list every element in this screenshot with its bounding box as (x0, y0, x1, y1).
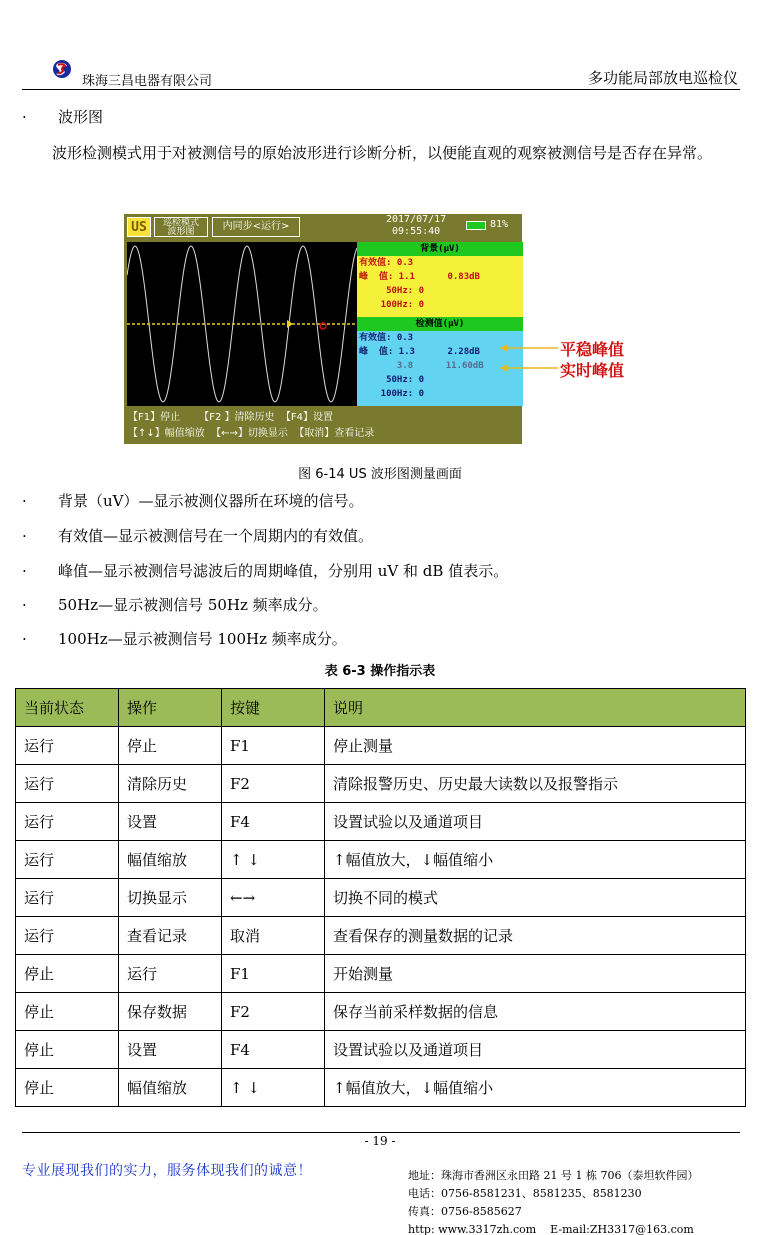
col-header-state: 当前状态 (16, 689, 119, 727)
table-row: 运行 切换显示 ←→ 切换不同的模式 (16, 879, 746, 917)
table-row: 停止 运行 F1 开始测量 (16, 955, 746, 993)
definition-item: · 有效值—显示被测信号在一个周期内的有效值。 (22, 527, 374, 545)
definition-item: · 50Hz—显示被测信号 50Hz 频率成分。 (22, 596, 328, 614)
footer-phone: 电话：0756-8581231、8581235、8581230 (408, 1187, 642, 1200)
background-panel: 背景(μV) 有效值: 0.3 峰 值: 1.1 0.83dB 50Hz: 0 100Hz: 0 (357, 242, 523, 317)
table-row: 运行 幅值缩放 ↑ ↓ ↑幅值放大，↓幅值缩小 (16, 841, 746, 879)
table-row: 停止 设置 F4 设置试验以及通道项目 (16, 1031, 746, 1069)
page-number: - 19 - (364, 1134, 396, 1148)
table-caption: 表 6-3 操作指示表 (324, 664, 436, 679)
table-row: 运行 查看记录 取消 查看保存的测量数据的记录 (16, 917, 746, 955)
callout-arrows (496, 338, 560, 378)
table-row: 运行 停止 F1 停止测量 (16, 727, 746, 765)
footer-web-email: http: www.3317zh.com E-mail:ZH3317@163.com (408, 1223, 694, 1235)
definition-item: · 背景（uV）—显示被测仪器所在环境的信号。 (22, 492, 364, 510)
footer-divider (22, 1132, 740, 1133)
footer-slogan: 专业展现我们的实力，服务体现我们的诚意！ (22, 1163, 312, 1179)
footer-contact (408, 1167, 698, 1235)
callout-realtime-peak: 实时峰值 (560, 361, 625, 380)
battery-icon (466, 221, 486, 230)
company-name: 珠海三昌电器有限公司 (82, 74, 213, 89)
definition-item: · 峰值—显示被测信号滤波后的周期峰值，分别用 uV 和 dB 值表示。 (22, 562, 509, 580)
device-datetime: 2017/07/17 09:55:40 (386, 214, 447, 237)
col-header-operation: 操作 (119, 689, 222, 727)
company-logo-icon (52, 59, 72, 79)
battery-percent: 81% (490, 219, 509, 230)
sync-label: 内同步<运行> (212, 217, 300, 237)
mode-label: 巡检模式 波形图 (154, 217, 208, 237)
table-row: 停止 幅值缩放 ↑ ↓ ↑幅值放大，↓幅值缩小 (16, 1069, 746, 1107)
callout-stable-peak: 平稳峰值 (560, 340, 625, 359)
footer-fax: 传真：0756-8585627 (408, 1205, 522, 1218)
table-row: 运行 设置 F4 设置试验以及通道项目 (16, 803, 746, 841)
definition-item: · 100Hz—显示被测信号 100Hz 频率成分。 (22, 630, 347, 648)
section-title: · 波形图 (22, 108, 104, 126)
device-screen (124, 214, 522, 444)
waveform-marker (287, 320, 293, 328)
col-header-description: 说明 (325, 689, 746, 727)
footer-address: 地址：珠海市香洲区永田路 21 号 1 栋 706（泰坦软件园） (408, 1169, 699, 1182)
operation-table (15, 688, 746, 1107)
device-key-hints: 【F1】停止 【F2 】清除历史 【F4】设置 【↑↓】幅值缩放 【←→】切换显示 【取消】查看记录 (128, 412, 375, 439)
detect-panel: 检测值(μV) 有效值: 0.3 峰 值: 1.3 2.28dB 3.8 11.60dB 50Hz: 0 100Hz: 0 (357, 317, 523, 406)
product-name: 多功能局部放电巡检仪 (587, 69, 738, 87)
table-row: 运行 清除历史 F2 清除报警历史、历史最大读数以及报警指示 (16, 765, 746, 803)
page-header (22, 58, 740, 90)
mode-badge: US (127, 217, 151, 237)
waveform-plot (127, 242, 357, 406)
section-paragraph: 波形检测模式用于对被测信号的原始波形进行诊断分析，以便能直观的观察被测信号是否存在异常。 (52, 144, 713, 162)
table-header-row (16, 689, 746, 727)
col-header-key: 按键 (222, 689, 325, 727)
table-row: 停止 保存数据 F2 保存当前采样数据的信息 (16, 993, 746, 1031)
figure-caption: 图 6-14 US 波形图测量画面 (298, 467, 462, 482)
